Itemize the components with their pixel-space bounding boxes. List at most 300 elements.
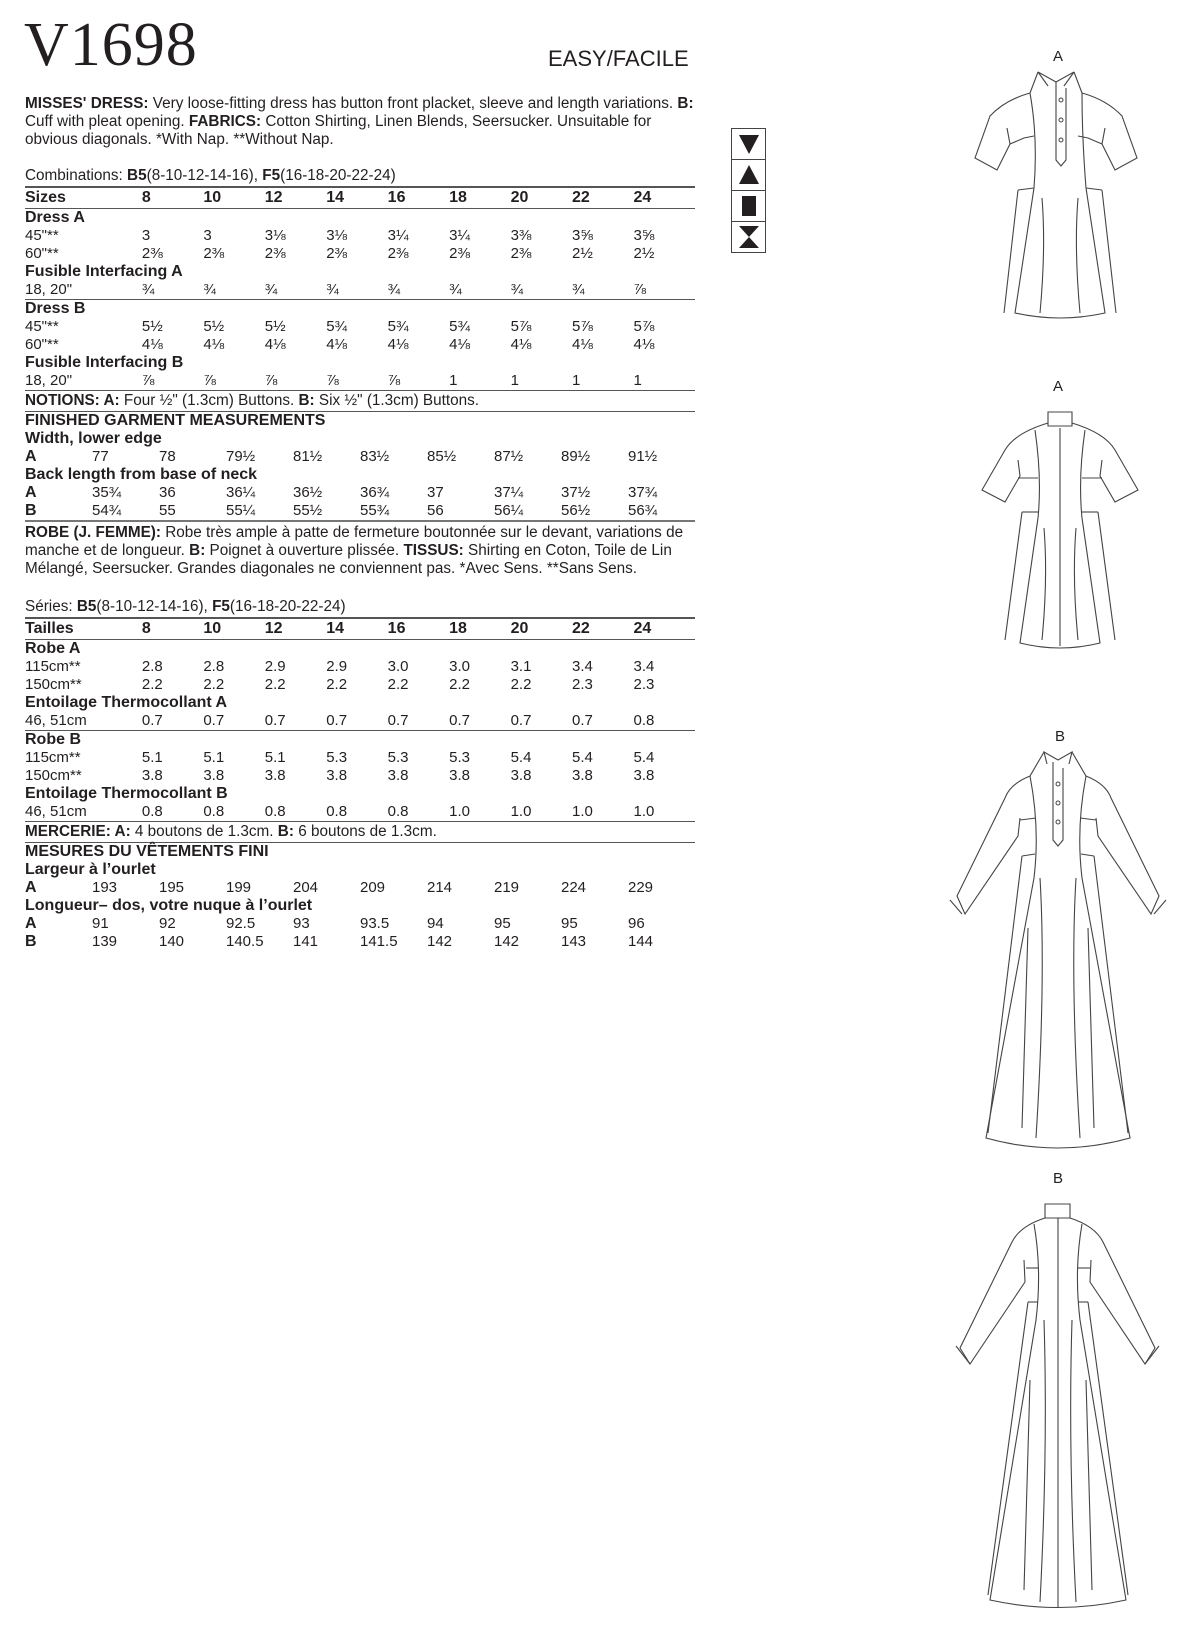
- table-row: [25, 227, 695, 245]
- fabrics-label: FABRICS:: [188, 113, 262, 130]
- table-cell: 5½: [203, 318, 225, 335]
- table-row: [25, 915, 695, 933]
- table-cell: 2⅜: [264, 245, 286, 262]
- table-cell: ¾: [142, 281, 203, 300]
- table-cell: 77: [92, 448, 109, 465]
- table-cell: 2⅜: [141, 245, 163, 262]
- table-cell: 5¾: [449, 318, 470, 335]
- finished-title: MESURES DU VÊTEMENTS FINI: [25, 843, 269, 860]
- table-row: [25, 448, 695, 466]
- size-header: 12: [265, 619, 326, 640]
- notions-b-label: B:: [298, 392, 315, 409]
- english-finished-measurements: [25, 412, 695, 522]
- table-cell: 36½: [293, 484, 323, 501]
- table-cell: 79½: [226, 448, 256, 465]
- table-cell: 3.8: [572, 767, 593, 784]
- table-cell: 0.7: [203, 712, 264, 731]
- table-cell: 195: [159, 879, 185, 896]
- french-notions: [25, 822, 695, 843]
- table-cell: ⅞: [633, 281, 695, 300]
- table-cell: 3¼: [387, 227, 409, 244]
- table-cell: 3.0: [387, 658, 409, 675]
- table-cell: 5.4: [510, 749, 532, 766]
- fabrics-text: Cotton Shirting, Linen Blends, Seersucker. Unsuitable for obvious diagonals. *With Nap. **Without Nap.: [25, 113, 652, 148]
- section-heading-row: [25, 300, 695, 319]
- table-cell: 37¼: [494, 484, 524, 501]
- measurement-heading-row: [25, 430, 695, 448]
- row-label: 18, 20": [25, 281, 142, 300]
- size-header: 16: [388, 619, 449, 640]
- table-cell: 2.2: [510, 676, 532, 693]
- notions-a-text: 4 boutons de 1.3cm.: [130, 823, 278, 840]
- table-cell: 35¾: [92, 484, 122, 501]
- table-cell: 5¾: [387, 318, 409, 335]
- view-b-front-illustration: [930, 728, 1180, 1158]
- size-header: 14: [326, 188, 387, 209]
- size-header: 24: [633, 188, 695, 209]
- table-cell: 37½: [561, 484, 591, 501]
- section-heading-row: [25, 354, 695, 372]
- combinations-line: [25, 167, 695, 188]
- table-cell: 5½: [141, 318, 163, 335]
- row-label: B: [25, 502, 92, 521]
- table-cell: 94: [427, 915, 444, 932]
- section-heading: Robe B: [25, 731, 81, 748]
- table-cell: 3: [203, 227, 212, 244]
- table-cell: 83½: [360, 448, 390, 465]
- table-row: [25, 318, 695, 336]
- notions-b-label: B:: [277, 823, 294, 840]
- table-cell: 3.4: [633, 658, 655, 675]
- section-heading: Fusible Interfacing A: [25, 263, 183, 280]
- section-heading: Entoilage Thermocollant B: [25, 785, 228, 802]
- combo-b5: B5: [127, 167, 147, 184]
- table-cell: 3⅝: [633, 227, 655, 244]
- dress-b-back-icon: [930, 1170, 1180, 1620]
- row-label: A: [25, 484, 37, 501]
- table-cell: 2.2: [449, 676, 470, 693]
- table-cell: 2⅜: [326, 245, 348, 262]
- table-cell: 199: [226, 879, 252, 896]
- hourglass-icon: [732, 222, 765, 252]
- table-cell: 144: [628, 933, 654, 950]
- table-cell: 214: [427, 879, 453, 896]
- section-heading-row: [25, 640, 695, 659]
- table-cell: 5.1: [264, 749, 286, 766]
- row-label: 18, 20": [25, 372, 142, 391]
- table-cell: 0.7: [449, 712, 510, 731]
- size-header: 10: [203, 619, 264, 640]
- measurement-heading: Largeur à l’ourlet: [25, 861, 156, 878]
- table-row: [25, 281, 695, 300]
- table-cell: 2.8: [141, 658, 163, 675]
- table-cell: 55½: [293, 502, 360, 521]
- combo-b5-sizes: (8-10-12-14-16),: [146, 167, 263, 184]
- english-notions: [25, 391, 695, 412]
- table-row: [25, 767, 695, 785]
- measurement-heading: Longueur– dos, votre nuque à l’ourlet: [25, 897, 313, 914]
- table-cell: 4⅛: [264, 336, 286, 353]
- table-cell: 1: [511, 372, 572, 391]
- description-text: Poignet à ouverture plissée.: [205, 542, 404, 559]
- table-cell: 4⅛: [326, 336, 348, 353]
- dress-b-front-icon: [930, 728, 1180, 1158]
- table-cell: 3.1: [510, 658, 532, 675]
- table-cell: 56¾: [628, 502, 695, 521]
- table-cell: 56: [427, 502, 494, 521]
- table-cell: 36¼: [226, 484, 256, 501]
- notions-label: MERCERIE:: [25, 823, 111, 840]
- table-cell: 81½: [293, 448, 323, 465]
- table-cell: 143: [561, 933, 587, 950]
- row-label: 150cm**: [25, 676, 82, 693]
- series-line: [25, 598, 695, 619]
- table-cell: 93.5: [360, 915, 390, 932]
- table-cell: 2⅜: [203, 245, 225, 262]
- row-label: 150cm**: [25, 767, 82, 784]
- size-header: 14: [326, 619, 387, 640]
- section-heading: Entoilage Thermocollant A: [25, 694, 228, 711]
- table-cell: 4⅛: [633, 336, 655, 353]
- series-f5-sizes: (16-18-20-22-24): [229, 598, 346, 615]
- table-cell: 56½: [561, 502, 628, 521]
- view-label: A: [1053, 378, 1064, 395]
- table-cell: 204: [293, 879, 319, 896]
- table-cell: 91: [92, 915, 109, 932]
- measurement-heading-row: [25, 861, 695, 879]
- table-cell: 193: [92, 879, 118, 896]
- table-cell: 2⅜: [510, 245, 532, 262]
- table-cell: 2.2: [264, 676, 286, 693]
- view-b-label: B:: [189, 542, 206, 559]
- table-cell: 3⅛: [326, 227, 348, 244]
- table-cell: 36: [159, 484, 176, 501]
- notions-label: NOTIONS:: [25, 392, 100, 409]
- combo-f5: F5: [262, 167, 281, 184]
- table-cell: 92.5: [226, 915, 256, 932]
- sizes-header-row: [25, 619, 695, 640]
- table-cell: 0.8: [142, 803, 203, 822]
- size-header: 12: [265, 188, 326, 209]
- table-cell: 139: [92, 933, 118, 950]
- table-cell: 0.8: [265, 803, 326, 822]
- table-row: [25, 336, 695, 354]
- table-cell: 0.8: [388, 803, 449, 822]
- table-cell: 5.4: [572, 749, 593, 766]
- size-header: 20: [511, 619, 572, 640]
- table-cell: 4⅛: [510, 336, 532, 353]
- table-cell: 2.3: [633, 676, 655, 693]
- triangle-down-icon: [732, 129, 765, 160]
- table-row: [25, 245, 695, 263]
- table-cell: 2.2: [203, 676, 225, 693]
- table-cell: 55¾: [360, 502, 427, 521]
- table-cell: 0.7: [511, 712, 572, 731]
- measurement-heading-row: [25, 466, 695, 484]
- table-cell: ¾: [203, 281, 264, 300]
- french-yardage-table: [25, 619, 695, 822]
- table-cell: 141: [293, 933, 319, 950]
- size-header: 22: [572, 188, 633, 209]
- description-title: ROBE (J. FEMME):: [25, 524, 161, 541]
- fabrics-label: TISSUS:: [403, 542, 464, 559]
- dress-a-back-icon: [960, 378, 1160, 658]
- table-cell: 229: [628, 879, 654, 896]
- table-cell: 0.7: [326, 712, 387, 731]
- table-cell: 4⅛: [572, 336, 593, 353]
- table-cell: 1: [572, 372, 633, 391]
- notions-b-text: Six ½" (1.3cm) Buttons.: [314, 392, 480, 409]
- size-header: 20: [511, 188, 572, 209]
- table-cell: 5.3: [387, 749, 409, 766]
- table-cell: 5.1: [203, 749, 225, 766]
- french-description: [25, 524, 695, 578]
- view-a-back-illustration: [960, 378, 1160, 658]
- table-cell: 219: [494, 879, 520, 896]
- size-header: 18: [449, 619, 510, 640]
- pattern-info-column: [25, 95, 695, 951]
- table-cell: 5.4: [633, 749, 655, 766]
- table-cell: 5.3: [449, 749, 470, 766]
- table-cell: 1: [633, 372, 695, 391]
- table-cell: 3⅜: [510, 227, 532, 244]
- size-header: 8: [142, 619, 203, 640]
- table-row: [25, 658, 695, 676]
- table-cell: 1.0: [511, 803, 572, 822]
- table-cell: 55¼: [226, 502, 293, 521]
- table-row: [25, 676, 695, 694]
- table-cell: 4⅛: [141, 336, 163, 353]
- table-cell: 0.7: [142, 712, 203, 731]
- table-cell: 55: [159, 502, 226, 521]
- table-row: [25, 502, 695, 521]
- table-cell: 37: [427, 484, 444, 501]
- section-heading-row: [25, 731, 695, 750]
- table-cell: 87½: [494, 448, 524, 465]
- table-row: [25, 372, 695, 391]
- table-cell: 2½: [572, 245, 593, 262]
- table-cell: 96: [628, 915, 645, 932]
- symbol-key: [731, 128, 766, 253]
- table-cell: 56¼: [494, 502, 561, 521]
- table-cell: 78: [159, 448, 176, 465]
- table-cell: 2.9: [264, 658, 286, 675]
- section-heading-row: [25, 785, 695, 803]
- section-heading: Fusible Interfacing B: [25, 354, 184, 371]
- table-row: [25, 879, 695, 897]
- measurement-heading-row: [25, 897, 695, 915]
- series-b5-sizes: (8-10-12-14-16),: [96, 598, 213, 615]
- table-cell: 54¾: [92, 502, 159, 521]
- series-f5: F5: [212, 598, 230, 615]
- table-cell: 141.5: [360, 933, 398, 950]
- section-heading-row: [25, 694, 695, 712]
- row-label: 46, 51cm: [25, 712, 142, 731]
- series-label: Séries:: [25, 598, 77, 615]
- table-cell: 5.1: [141, 749, 163, 766]
- fabrics-text: Shirting en Coton, Toile de Lin Mélangé, Seersucker. Grandes diagonales ne conviennent pas. *Avec Sens. **Sans Sens.: [25, 542, 672, 577]
- table-cell: 2.3: [572, 676, 593, 693]
- table-row: [25, 712, 695, 731]
- table-cell: 89½: [561, 448, 591, 465]
- table-cell: 3.8: [449, 767, 470, 784]
- size-header: 24: [633, 619, 695, 640]
- view-b-label: B:: [677, 95, 694, 112]
- size-header: 22: [572, 619, 633, 640]
- table-cell: ¾: [449, 281, 510, 300]
- table-cell: ¾: [265, 281, 326, 300]
- table-cell: 142: [427, 933, 453, 950]
- description-text: Cuff with pleat opening.: [25, 113, 189, 130]
- table-cell: 95: [494, 915, 511, 932]
- table-cell: 5⅞: [572, 318, 593, 335]
- table-cell: ⅞: [203, 372, 264, 391]
- row-label: A: [25, 915, 37, 932]
- table-cell: ¾: [388, 281, 449, 300]
- row-label: 60"**: [25, 245, 59, 262]
- table-cell: 3.8: [326, 767, 348, 784]
- english-yardage-table: [25, 188, 695, 391]
- sizes-header-row: [25, 188, 695, 209]
- notions-a-text: Four ½" (1.3cm) Buttons.: [119, 392, 299, 409]
- description-text: Robe très ample à patte de fermeture boutonnée sur le devant, variations de manche et de longueur.: [25, 524, 684, 559]
- row-label: 60"**: [25, 336, 59, 353]
- row-label: 115cm**: [25, 658, 81, 675]
- finished-title-row: [25, 412, 695, 430]
- table-cell: 2⅜: [449, 245, 470, 262]
- table-cell: 0.7: [388, 712, 449, 731]
- table-cell: 3: [141, 227, 151, 244]
- table-cell: 5⅞: [510, 318, 532, 335]
- table-cell: 1.0: [633, 803, 695, 822]
- table-cell: 95: [561, 915, 578, 932]
- table-cell: 4⅛: [203, 336, 225, 353]
- table-row: [25, 933, 695, 951]
- table-cell: 92: [159, 915, 176, 932]
- table-cell: 0.8: [326, 803, 387, 822]
- square-icon: [732, 191, 765, 222]
- row-label: 45"**: [25, 318, 59, 335]
- table-cell: ¾: [326, 281, 387, 300]
- table-cell: 3⅝: [572, 227, 593, 244]
- table-cell: 4⅛: [387, 336, 409, 353]
- table-cell: 2.2: [387, 676, 409, 693]
- table-cell: 142: [494, 933, 520, 950]
- row-label: 115cm**: [25, 749, 81, 766]
- table-cell: 3⅛: [264, 227, 286, 244]
- table-cell: 3.8: [387, 767, 409, 784]
- table-cell: ⅞: [265, 372, 326, 391]
- pattern-number: V1698: [24, 11, 198, 79]
- table-cell: 3.8: [203, 767, 225, 784]
- table-cell: 3¼: [449, 227, 470, 244]
- combo-f5-sizes: (16-18-20-22-24): [280, 167, 396, 184]
- table-cell: ⅞: [142, 372, 203, 391]
- table-cell: 1.0: [572, 803, 633, 822]
- table-cell: 85½: [427, 448, 457, 465]
- table-cell: 3.8: [633, 767, 655, 784]
- table-cell: 5.3: [326, 749, 348, 766]
- measurement-heading: Width, lower edge: [25, 430, 162, 447]
- measurement-heading: Back length from base of neck: [25, 466, 258, 483]
- table-row: [25, 803, 695, 822]
- notions-b-text: 6 boutons de 1.3cm.: [293, 823, 437, 840]
- table-cell: 37¾: [628, 484, 658, 501]
- table-cell: 1.0: [449, 803, 510, 822]
- difficulty-label: EASY/FACILE: [548, 46, 689, 71]
- table-cell: 224: [561, 879, 587, 896]
- table-cell: 5¾: [326, 318, 348, 335]
- table-cell: 2.8: [203, 658, 225, 675]
- table-cell: 5½: [264, 318, 286, 335]
- table-cell: 1: [449, 372, 510, 391]
- description-title: MISSES' DRESS:: [25, 95, 149, 112]
- table-cell: 140: [159, 933, 185, 950]
- section-heading-row: [25, 263, 695, 281]
- triangle-up-icon: [732, 160, 765, 191]
- row-label: B: [25, 933, 37, 950]
- description-text: Very loose-fitting dress has button front placket, sleeve and length variations.: [148, 95, 678, 112]
- table-cell: ¾: [511, 281, 572, 300]
- french-finished-measurements: [25, 843, 695, 951]
- notions-a-label: A:: [99, 392, 120, 409]
- row-label: 46, 51cm: [25, 803, 142, 822]
- table-cell: 2.2: [141, 676, 163, 693]
- table-cell: 93: [293, 915, 310, 932]
- section-heading: Dress A: [25, 209, 85, 226]
- size-header: 18: [449, 188, 510, 209]
- notions-a-label: A:: [110, 823, 131, 840]
- view-a-front-illustration: [960, 48, 1160, 328]
- table-cell: 5⅞: [633, 318, 655, 335]
- table-cell: 0.8: [633, 712, 695, 731]
- view-b-back-illustration: [930, 1170, 1180, 1620]
- section-heading: Dress B: [25, 300, 86, 317]
- row-label: A: [25, 879, 37, 896]
- view-label: B: [1055, 728, 1066, 745]
- table-cell: 3.8: [510, 767, 532, 784]
- series-b5: B5: [76, 598, 97, 615]
- dress-a-front-icon: [960, 48, 1160, 328]
- table-cell: 0.7: [572, 712, 633, 731]
- row-label: 45"**: [25, 227, 59, 244]
- table-cell: 4⅛: [449, 336, 470, 353]
- size-header: 10: [203, 188, 264, 209]
- table-cell: 0.7: [265, 712, 326, 731]
- table-cell: ⅞: [326, 372, 387, 391]
- table-cell: 2½: [633, 245, 655, 262]
- table-cell: 0.8: [203, 803, 264, 822]
- table-row: [25, 484, 695, 502]
- table-cell: 3.8: [141, 767, 163, 784]
- combinations-label: Combinations:: [25, 167, 128, 184]
- row-label: A: [25, 448, 37, 465]
- size-header: 8: [142, 188, 203, 209]
- finished-title: FINISHED GARMENT MEASUREMENTS: [25, 412, 326, 429]
- finished-title-row: [25, 843, 695, 861]
- table-cell: 209: [360, 879, 386, 896]
- sizes-label: Tailles: [25, 619, 142, 640]
- sizes-label: Sizes: [25, 188, 142, 209]
- section-heading-row: [25, 209, 695, 228]
- table-cell: 140.5: [226, 933, 264, 950]
- table-cell: 2.2: [326, 676, 348, 693]
- table-cell: 36¾: [360, 484, 390, 501]
- table-row: [25, 749, 695, 767]
- table-cell: 3.4: [572, 658, 593, 675]
- table-cell: 91½: [628, 448, 658, 465]
- table-cell: 3.8: [264, 767, 286, 784]
